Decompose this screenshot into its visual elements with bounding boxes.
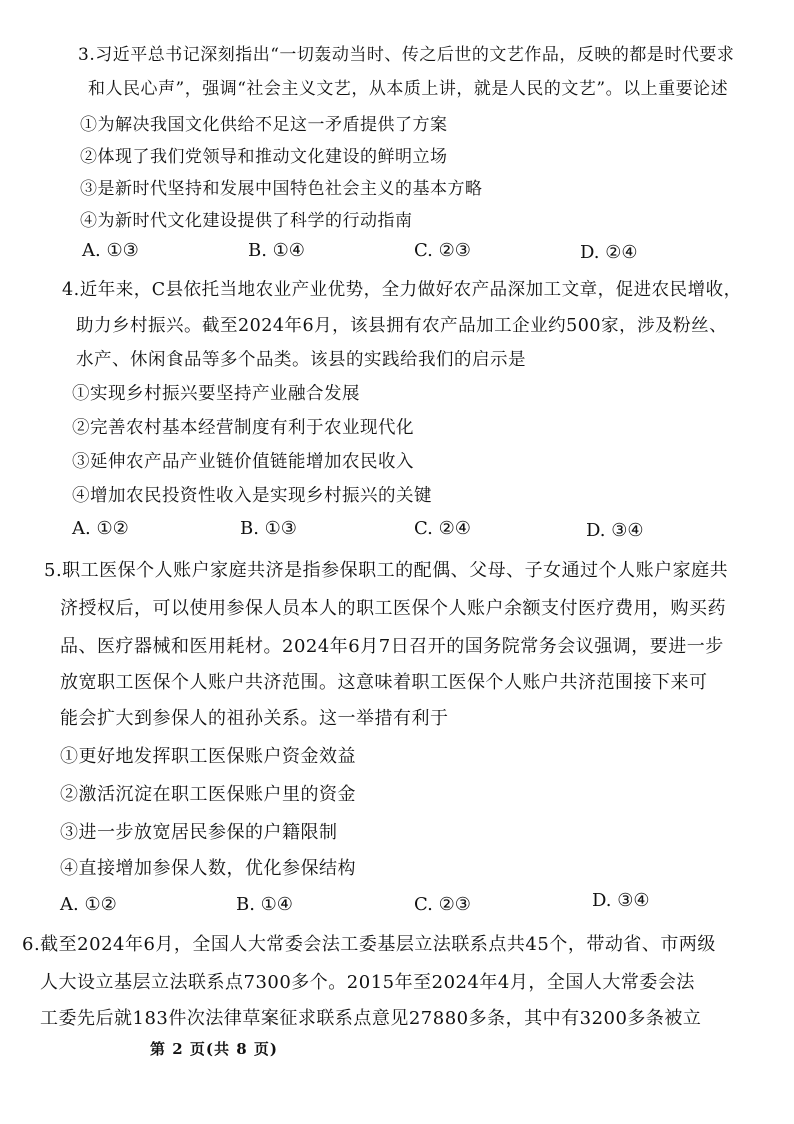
q4-option-b: B. ①③ bbox=[240, 518, 297, 539]
q3-item-3: ③是新时代坚持和发展中国特色社会主义的基本方略 bbox=[80, 179, 483, 199]
q5-item-2: ②激活沉淀在职工医保账户里的资金 bbox=[60, 784, 356, 805]
q5-stem-line-1: 5.职工医保个人账户家庭共济是指参保职工的配偶、父母、子女通过个人账户家庭共 bbox=[44, 560, 729, 581]
q4-stem-line-1: 4.近年来，C县依托当地农业产业优势，全力做好农产品深加工文章，促进农民增收， bbox=[62, 280, 742, 300]
q3-option-d: D. ②④ bbox=[580, 242, 638, 263]
q5-stem-line-3: 品、医疗器械和医用耗材。2024年6月7日召开的国务院常务会议强调，要进一步 bbox=[60, 636, 724, 657]
q4-item-3: ③延伸农产品产业链价值链能增加农民收入 bbox=[72, 452, 414, 472]
q5-option-c: C. ②③ bbox=[414, 894, 471, 915]
q3-stem-line-2: 和人民心声”，强调“社会主义文艺，从本质上讲，就是人民的文艺”。以上重要论述 bbox=[88, 79, 729, 99]
q6-stem-line-2: 人大设立基层立法联系点7300多个。2015年至2024年4月，全国人大常委会法 bbox=[40, 972, 695, 993]
q4-item-4: ④增加农民投资性收入是实现乡村振兴的关键 bbox=[72, 486, 432, 506]
q3-item-1: ①为解决我国文化供给不足这一矛盾提供了方案 bbox=[80, 115, 448, 135]
q5-option-b: B. ①④ bbox=[236, 894, 293, 915]
q3-stem-line-1: 3.习近平总书记深刻指出“一切轰动当时、传之后世的文艺作品，反映的都是时代要求 bbox=[78, 45, 735, 65]
q4-option-d: D. ③④ bbox=[586, 520, 644, 541]
page-number-footer: 第 2 页(共 8 页) bbox=[150, 1040, 278, 1058]
q3-option-b: B. ①④ bbox=[248, 240, 305, 261]
q4-item-1: ①实现乡村振兴要坚持产业融合发展 bbox=[72, 384, 360, 404]
q5-option-d: D. ③④ bbox=[592, 890, 650, 911]
q5-stem-line-2: 济授权后，可以使用参保人员本人的职工医保个人账户余额支付医疗费用，购买药 bbox=[60, 598, 726, 619]
q5-item-4: ④直接增加参保人数，优化参保结构 bbox=[60, 858, 356, 879]
q3-option-c: C. ②③ bbox=[414, 240, 471, 261]
q4-stem-line-3: 水产、休闲食品等多个品类。该县的实践给我们的启示是 bbox=[76, 350, 526, 370]
q3-option-a: A. ①③ bbox=[82, 240, 139, 261]
q3-item-4: ④为新时代文化建设提供了科学的行动指南 bbox=[80, 211, 413, 231]
q4-stem-line-2: 助力乡村振兴。截至2024年6月，该县拥有农产品加工企业约500家，涉及粉丝、 bbox=[76, 316, 728, 336]
q6-stem-line-3: 工委先后就183件次法律草案征求联系点意见27880多条，其中有3200多条被立 bbox=[40, 1008, 702, 1029]
q5-option-a: A. ①② bbox=[60, 894, 117, 915]
q4-item-2: ②完善农村基本经营制度有利于农业现代化 bbox=[72, 418, 414, 438]
q3-item-2: ②体现了我们党领导和推动文化建设的鲜明立场 bbox=[80, 147, 448, 167]
q5-item-3: ③进一步放宽居民参保的户籍限制 bbox=[60, 822, 338, 843]
q4-option-c: C. ②④ bbox=[414, 518, 471, 539]
q4-option-a: A. ①② bbox=[72, 518, 129, 539]
q5-stem-line-5: 能会扩大到参保人的祖孙关系。这一举措有利于 bbox=[60, 708, 449, 729]
q5-item-1: ①更好地发挥职工医保账户资金效益 bbox=[60, 746, 356, 767]
q5-stem-line-4: 放宽职工医保个人账户共济范围。这意味着职工医保个人账户共济范围接下来可 bbox=[60, 672, 708, 693]
q6-stem-line-1: 6.截至2024年6月，全国人大常委会法工委基层立法联系点共45个，带动省、市两级 bbox=[22, 934, 716, 955]
